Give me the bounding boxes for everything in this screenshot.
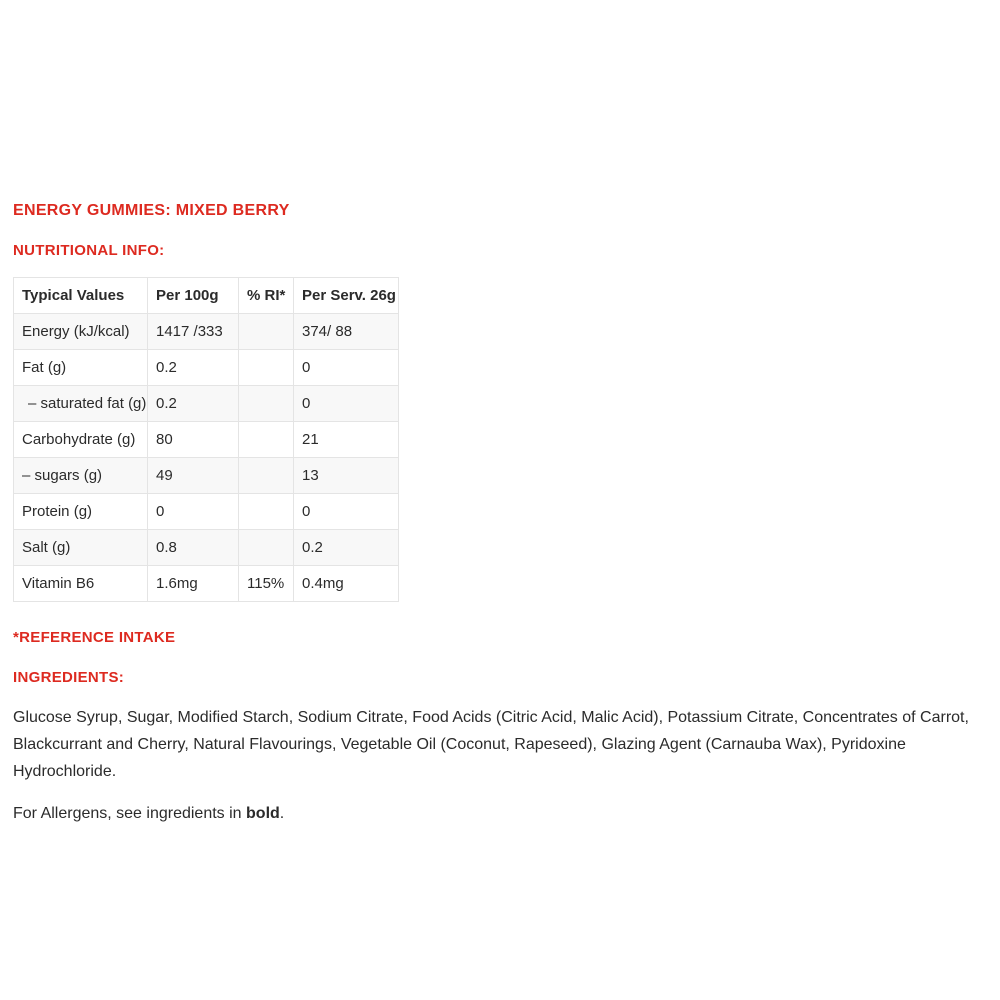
allergen-note-text: For Allergens, see ingredients in [13, 805, 247, 822]
table-header-row [14, 278, 399, 314]
table-cell: 115% [239, 566, 294, 602]
table-cell: 0.2 [294, 530, 399, 566]
page-title: ENERGY GUMMIES: MIXED BERRY [13, 202, 290, 219]
table-row-protein [14, 494, 399, 530]
table-cell [239, 458, 294, 494]
col-header-per-serving: Per Serv. 26g [294, 278, 399, 314]
allergen-note [13, 800, 986, 827]
nutrition-table [13, 277, 399, 602]
table-cell: – sugars (g) [14, 458, 148, 494]
table-row-saturated-fat [14, 386, 399, 422]
table-cell: Fat (g) [14, 350, 148, 386]
allergen-note-period: . [279, 805, 285, 822]
table-row-vitamin-b6 [14, 566, 399, 602]
table-cell: Protein (g) [14, 494, 148, 530]
table-row-carbohydrate [14, 422, 399, 458]
table-cell: 0.8 [148, 530, 239, 566]
nutritional-info-heading: NUTRITIONAL INFO: [13, 242, 165, 259]
table-row-sugars [14, 458, 399, 494]
table-cell: 1417 /333 [148, 314, 239, 350]
table-cell: 49 [148, 458, 239, 494]
table-cell: 0 [148, 494, 239, 530]
table-cell: – saturated fat (g) [14, 386, 148, 422]
ingredients-heading: INGREDIENTS: [13, 669, 125, 686]
table-cell [239, 422, 294, 458]
table-cell: 0 [294, 350, 399, 386]
table-cell [239, 494, 294, 530]
table-cell [239, 314, 294, 350]
table-row-fat [14, 350, 399, 386]
table-cell: 0 [294, 494, 399, 530]
table-cell: Vitamin B6 [14, 566, 148, 602]
allergen-bold-word: bold [246, 805, 280, 822]
table-cell [239, 386, 294, 422]
table-cell: 80 [148, 422, 239, 458]
table-cell: 0 [294, 386, 399, 422]
table-cell: Salt (g) [14, 530, 148, 566]
table-row-salt [14, 530, 399, 566]
table-cell: 374/ 88 [294, 314, 399, 350]
table-cell: Energy (kJ/kcal) [14, 314, 148, 350]
table-cell: 13 [294, 458, 399, 494]
table-cell: 21 [294, 422, 399, 458]
col-header-typical-values: Typical Values [14, 278, 148, 314]
table-cell: 0.2 [148, 350, 239, 386]
table-cell: 0.2 [148, 386, 239, 422]
col-header-per-100g: Per 100g [148, 278, 239, 314]
table-cell: Carbohydrate (g) [14, 422, 148, 458]
table-cell: 1.6mg [148, 566, 239, 602]
table-cell: 0.4mg [294, 566, 399, 602]
product-info-sheet [13, 202, 986, 827]
reference-intake-note: *REFERENCE INTAKE [13, 629, 176, 646]
table-cell [239, 350, 294, 386]
table-row-energy [14, 314, 399, 350]
table-cell [239, 530, 294, 566]
ingredients-text: Glucose Syrup, Sugar, Modified Starch, Sodium Citrate, Food Acids (Citric Acid, Malic Acid), Potassium Citrate, Concentrates of Carrot, Blackcurrant and Cherry, Natural Flavourings, Vegetable Oil (Coconut, Rapeseed), Glazing Agent (Carnauba Wax), Pyridoxine Hydrochloride. [13, 709, 969, 780]
col-header-percent-ri: % RI* [239, 278, 294, 314]
